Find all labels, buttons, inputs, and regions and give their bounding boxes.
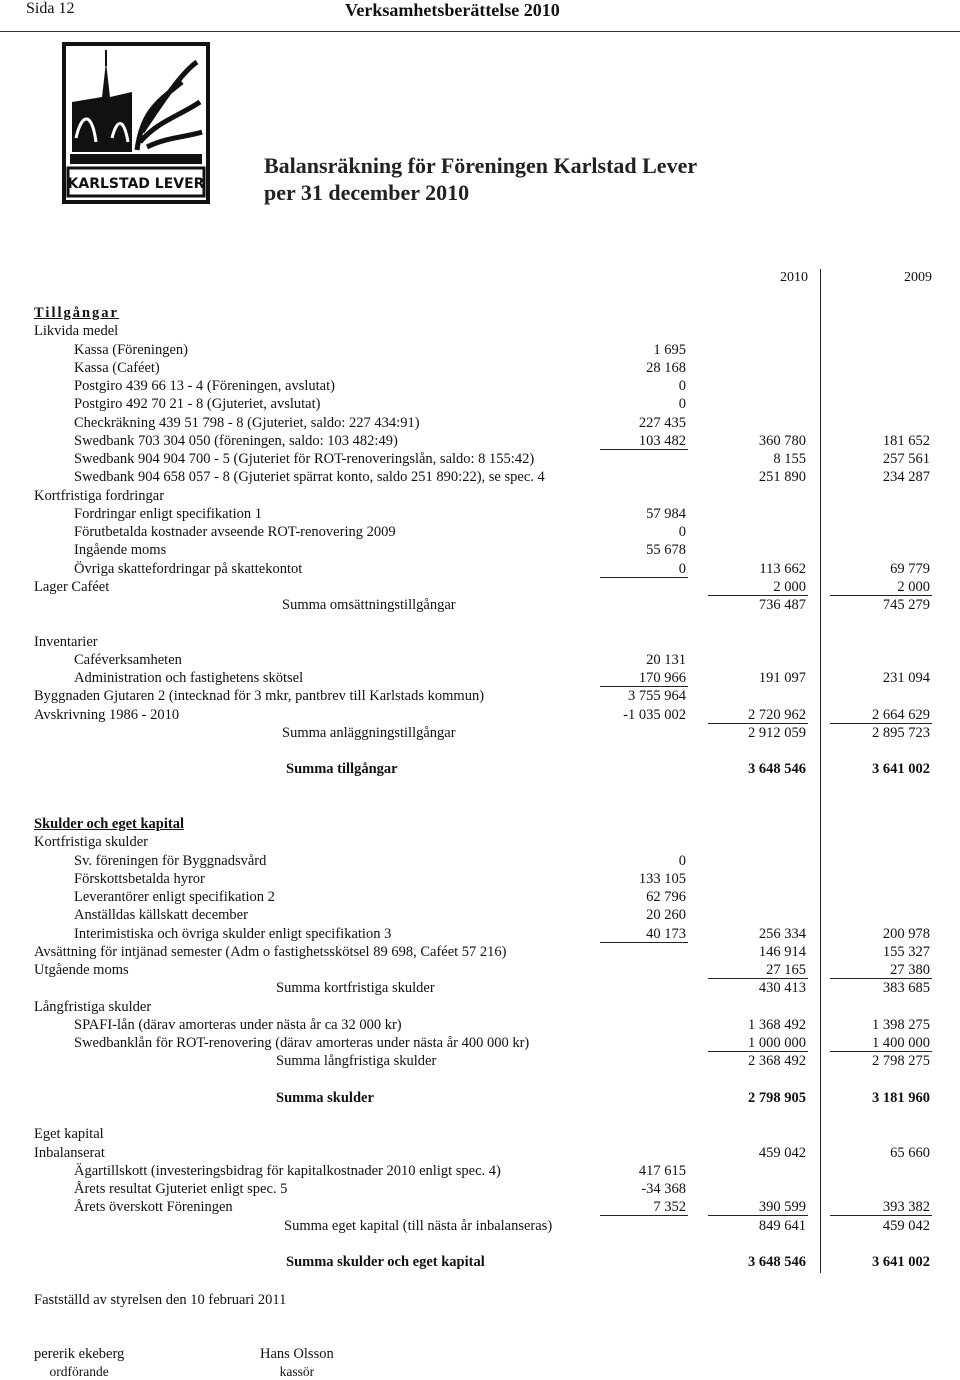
amount-2009: 65 660 [890,1144,930,1161]
table-row [0,998,960,1016]
table-row [0,304,960,322]
header-title: Verksamhetsberättelse 2010 [345,0,560,20]
row-label: Långfristiga skulder [34,998,152,1015]
row-label: Checkräkning 439 51 798 - 8 (Gjuteriet, saldo: 227 434:91) [74,414,420,431]
sub-amount: 40 173 [646,925,686,942]
table-row [0,669,960,687]
sub-amount: 0 [678,524,686,540]
sub-amount: 133 105 [638,870,686,887]
table-row [0,833,960,851]
amount-2010: 2 912 059 [748,724,806,741]
table-row [0,888,960,906]
amount-2009: 69 779 [890,560,930,577]
table-row [0,1180,960,1198]
document-title [264,152,697,206]
sub-amount: 1 695 [653,341,686,358]
row-label: Swedbank 904 658 057 - 8 (Gjuteriet spärrat konto, saldo 251 890:22), se spec. 4 [74,469,545,486]
table-row [0,633,960,651]
amount-2010: 3 648 546 [748,1254,806,1270]
table-row [0,614,960,632]
row-label: Inventarier [34,633,98,650]
table-row [0,1253,960,1271]
table-row [0,450,960,468]
title-line-1: Balansräkning för Föreningen Karlstad Lever [264,153,698,178]
row-label: Avskrivning 1986 - 2010 [34,706,180,723]
row-label: Summa långfristiga skulder [276,1053,437,1070]
signature-chair-name: pererik ekeberg [34,1346,125,1362]
table-row [0,870,960,888]
karlstad-lever-logo [62,42,210,204]
table-row [0,414,960,432]
amount-2010: 191 097 [758,670,806,686]
table-row [0,797,960,815]
signature-treasurer-role: kassör [279,1364,315,1379]
table-row [0,1198,960,1216]
table-row [0,1016,960,1034]
amount-2009: 3 641 002 [872,1254,930,1270]
row-label: Ägartillskott (investeringsbidrag för kapitalkostnader 2010 enligt spec. 4) [74,1162,501,1179]
row-label: Likvida medel [34,323,119,340]
amount-2009: 234 287 [882,469,930,486]
sub-amount: 0 [678,852,686,869]
row-label: Kortfristiga skulder [34,834,148,851]
row-label: Swedbank 904 904 700 - 5 (Gjuteriet för ROT-renoveringslån, saldo: 8 155:42) [74,451,535,467]
sub-amount: -1 035 002 [623,706,686,723]
table-row [0,961,960,979]
table-row [0,468,960,486]
table-row [0,1107,960,1125]
row-label: Postgiro 439 66 13 - 4 (Föreningen, avslutat) [74,378,335,394]
row-label: Postgiro 492 70 21 - 8 (Gjuteriet, avslutat) [74,396,321,413]
row-label: Utgående moms [34,962,129,978]
sub-amount: 20 131 [646,651,686,668]
amount-2009: 200 978 [882,925,930,942]
row-label: Byggnaden Gjutaren 2 (intecknad för 3 mkr, pantbrev till Karlstads kommun) [34,688,485,705]
table-row [0,1144,960,1162]
table-row [0,979,960,997]
amount-2009: 745 279 [882,597,930,613]
table-row [0,560,960,578]
row-label: Avsättning för intjänad semester (Adm o fastighetsskötsel 89 698, Caféet 57 216) [34,943,507,960]
table-row [0,852,960,870]
sub-amount: 28 168 [646,359,686,376]
table-row [0,432,960,450]
amount-2009: 3 181 960 [872,1089,930,1106]
amount-2010: 2 720 962 [748,706,806,723]
amount-2010: 256 334 [758,925,806,942]
sub-amount: 3 755 964 [628,688,686,705]
amount-2010: 1 000 000 [748,1035,806,1051]
sub-amount: 0 [678,378,686,394]
amount-2009: 2 895 723 [872,724,930,741]
amount-2010: 146 914 [758,943,806,960]
table-row [0,724,960,742]
table-row [0,706,960,724]
amount-2009: 2 000 [897,578,930,595]
row-label: Caféverksamheten [74,651,182,668]
table-row [0,1162,960,1180]
logo-text: KARLSTAD LEVER [67,176,205,192]
row-label: Ingående moms [74,542,167,559]
amount-2009: 459 042 [882,1217,930,1234]
row-label: Summa eget kapital (till nästa år inbalanseras) [284,1217,553,1234]
amount-2010: 390 599 [758,1199,806,1216]
amount-2009: 231 094 [882,670,930,686]
table-row [0,1089,960,1107]
row-label: Summa anläggningstillgångar [282,724,456,741]
amount-2009: 257 561 [882,451,930,467]
row-label: Administration och fastighetens skötsel [74,670,304,686]
amount-2010: 1 368 492 [748,1016,806,1033]
amount-2009: 2 664 629 [872,706,930,723]
amount-2009: 27 380 [890,962,930,978]
amount-2010: 8 155 [773,451,806,467]
table-row [0,651,960,669]
amount-2010: 2 368 492 [748,1053,806,1070]
sub-amount: 57 984 [646,505,686,522]
amount-2010: 2 000 [773,578,806,595]
row-label: Kassa (Föreningen) [74,341,188,358]
sub-amount: 417 615 [638,1162,686,1179]
amount-2009: 393 382 [882,1199,930,1216]
row-label: Eget kapital [34,1126,104,1143]
amount-2010: 736 487 [758,597,806,613]
sub-amount: -34 368 [641,1181,686,1197]
amount-2009: 2 798 275 [872,1053,930,1070]
amount-2009: 155 327 [882,943,930,960]
signature-chair-role: ordförande [49,1364,109,1379]
table-row [0,322,960,340]
amount-2010: 251 890 [758,469,806,486]
table-row [0,487,960,505]
signature-chair [34,1346,124,1380]
row-label: Swedbank 703 304 050 (föreningen, saldo: 103 482:49) [74,432,398,449]
row-label: Tillgångar [34,305,119,321]
amount-2010: 2 798 905 [748,1089,806,1106]
row-label: Kassa (Caféet) [74,359,160,376]
amount-2010: 113 662 [759,560,806,577]
table-row [0,1125,960,1143]
signature-treasurer-name: Hans Olsson [260,1346,334,1362]
table-row [0,395,960,413]
row-label: Summa skulder och eget kapital [286,1254,485,1270]
amount-2010: 430 413 [758,980,806,997]
table-row [0,742,960,760]
row-label: Skulder och eget kapital [34,816,184,832]
table-row [0,1052,960,1070]
amount-2010: 27 165 [766,962,806,978]
table-row [0,523,960,541]
table-row [0,815,960,833]
table-row [0,505,960,523]
row-label: Anställdas källskatt december [74,907,248,924]
sub-amount: 227 435 [638,414,686,431]
table-row [0,596,960,614]
row-label: Årets resultat Gjuteriet enligt spec. 5 [74,1181,288,1197]
table-row [0,541,960,559]
sub-amount: 0 [678,560,686,577]
sub-amount: 20 260 [646,907,686,924]
table-row [0,1034,960,1052]
table-row [0,359,960,377]
table-row [0,578,960,596]
amount-2009: 1 400 000 [872,1035,930,1051]
table-row [0,1235,960,1253]
amount-2009: 3 641 002 [872,761,930,778]
table-row [0,341,960,359]
table-row [0,377,960,395]
year-2010-header: 2010 [780,270,808,285]
table-row [0,1071,960,1089]
table-row [0,925,960,943]
sub-amount: 55 678 [646,542,686,559]
sub-amount: 170 966 [638,670,686,686]
table-row [0,1217,960,1235]
row-label: SPAFI-lån (därav amorteras under nästa år ca 32 000 kr) [74,1016,402,1033]
table-row [0,779,960,797]
amount-2010: 3 648 546 [748,761,806,778]
sub-amount: 103 482 [638,432,686,449]
established-note: Fastställd av styrelsen den 10 februari 2011 [34,1292,287,1308]
row-label: Summa omsättningstillgångar [282,597,456,613]
row-label: Leverantörer enligt specifikation 2 [74,889,275,905]
row-label: Årets överskott Föreningen [74,1199,233,1216]
row-label: Summa skulder [276,1089,374,1106]
row-label: Summa kortfristiga skulder [276,980,435,997]
amount-2009: 383 685 [882,980,930,997]
year-2009-header: 2009 [904,270,932,285]
table-row [0,760,960,778]
table-row [0,943,960,961]
amount-2009: 181 652 [882,432,930,449]
table-row [0,906,960,924]
row-label: Inbalanserat [34,1144,105,1161]
title-line-2: per 31 december 2010 [264,180,470,205]
row-label: Förutbetalda kostnader avseende ROT-renovering 2009 [74,524,396,540]
page-number: Sida 12 [26,0,75,17]
sub-amount: 7 352 [653,1199,686,1216]
amount-2010: 459 042 [758,1144,806,1161]
amount-2010: 849 641 [758,1217,806,1234]
row-label: Interimistiska och övriga skulder enligt specifikation 3 [74,925,392,942]
row-label: Kortfristiga fordringar [34,487,165,504]
table-row [0,687,960,705]
row-label: Fordringar enligt specifikation 1 [74,505,263,522]
sub-amount: 0 [678,396,686,413]
header-divider [0,31,960,32]
row-label: Sv. föreningen för Byggnadsvård [74,852,267,869]
amount-2009: 1 398 275 [872,1016,930,1033]
row-label: Övriga skattefordringar på skattekontot [74,560,303,577]
row-label: Summa tillgångar [286,761,398,778]
row-label: Swedbanklån för ROT-renovering (därav amorteras under nästa år 400 000 kr) [74,1035,530,1051]
sub-amount: 62 796 [646,889,686,905]
row-label: Lager Caféet [34,578,110,595]
row-label: Förskottsbetalda hyror [74,870,205,887]
amount-2010: 360 780 [758,432,806,449]
signature-treasurer [260,1346,334,1380]
